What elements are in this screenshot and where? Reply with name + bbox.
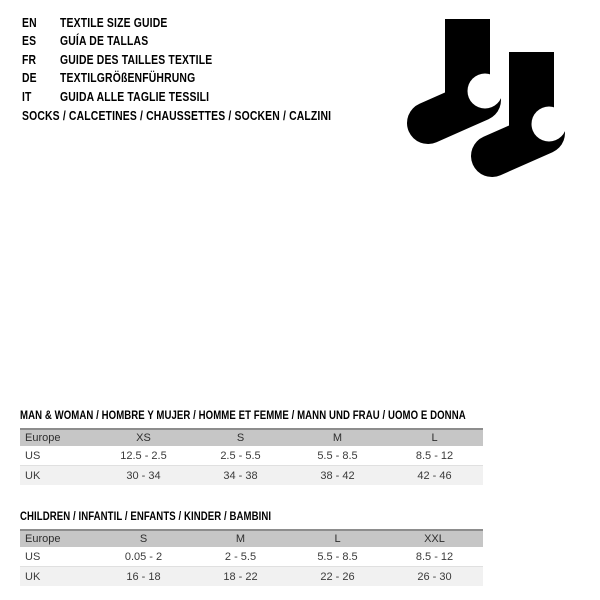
language-code: IT <box>22 88 32 104</box>
size-value: 30 - 34 <box>126 469 161 482</box>
adults-size-table <box>20 428 483 485</box>
size-value: 26 - 30 <box>417 570 452 583</box>
adults-size-section <box>20 408 483 485</box>
children-header-row <box>20 530 483 547</box>
children-size-section <box>20 509 483 586</box>
table-row-uk <box>20 466 483 486</box>
sock-back-icon <box>428 19 503 123</box>
column-header-europe: Europe <box>20 429 95 446</box>
size-value: 38 - 42 <box>320 469 355 482</box>
adults-header-row <box>20 429 483 446</box>
size-value: 12.5 - 2.5 <box>120 449 167 462</box>
children-size-table <box>20 529 483 586</box>
size-value: 16 - 18 <box>126 570 161 583</box>
table-row-us <box>20 547 483 567</box>
language-title: TEXTILGRÖßENFÜHRUNG <box>60 70 196 86</box>
size-value: 42 - 46 <box>417 469 452 482</box>
language-row-en <box>22 13 250 32</box>
size-value: 5.5 - 8.5 <box>317 449 358 462</box>
column-header-s: S <box>95 530 192 547</box>
column-header-xxl: XXL <box>386 530 483 547</box>
language-list <box>22 13 250 106</box>
column-header-europe: Europe <box>20 530 95 547</box>
language-code: EN <box>22 14 37 30</box>
region-label: UK <box>25 469 41 482</box>
column-header-xs: XS <box>95 429 192 446</box>
size-value: 2.5 - 5.5 <box>220 449 261 462</box>
column-header-l: L <box>386 429 483 446</box>
size-value: 5.5 - 8.5 <box>317 550 358 563</box>
category-title: SOCKS / CALCETINES / CHAUSSETTES / SOCKEN / CALZINI <box>22 108 332 123</box>
language-row-fr <box>22 50 250 69</box>
size-value: 8.5 - 12 <box>415 550 454 563</box>
table-row-uk <box>20 567 483 587</box>
language-row-it <box>22 87 250 106</box>
adults-table-title: MAN & WOMAN / HOMBRE Y MUJER / HOMME ET FEMME / MANN UND FRAU / UOMO E DONNA <box>20 408 466 422</box>
size-value: 8.5 - 12 <box>415 449 454 462</box>
language-title: GUÍA DE TALLAS <box>60 33 149 49</box>
size-value: 22 - 26 <box>320 570 355 583</box>
language-row-es <box>22 32 250 51</box>
column-header-s: S <box>192 429 289 446</box>
column-header-m: M <box>289 429 386 446</box>
language-title: GUIDE DES TAILLES TEXTILE <box>60 51 213 67</box>
size-value: 2 - 5.5 <box>224 550 257 563</box>
language-row-de <box>22 69 250 88</box>
column-header-m: M <box>192 530 289 547</box>
sock-front-icon <box>492 52 567 156</box>
language-code: FR <box>22 51 37 67</box>
region-label: US <box>25 550 41 563</box>
region-label: US <box>25 449 41 462</box>
socks-icon <box>400 10 580 195</box>
size-value: 0.05 - 2 <box>124 550 163 563</box>
language-code: ES <box>22 33 37 49</box>
column-header-l: L <box>289 530 386 547</box>
language-title: TEXTILE SIZE GUIDE <box>60 14 168 30</box>
size-value: 34 - 38 <box>223 469 258 482</box>
children-table-title: CHILDREN / INFANTIL / ENFANTS / KINDER / BAMBINI <box>20 509 272 523</box>
size-value: 18 - 22 <box>223 570 258 583</box>
region-label: UK <box>25 570 41 583</box>
table-row-us <box>20 446 483 466</box>
language-code: DE <box>22 70 37 86</box>
language-title: GUIDA ALLE TAGLIE TESSILI <box>60 88 210 104</box>
